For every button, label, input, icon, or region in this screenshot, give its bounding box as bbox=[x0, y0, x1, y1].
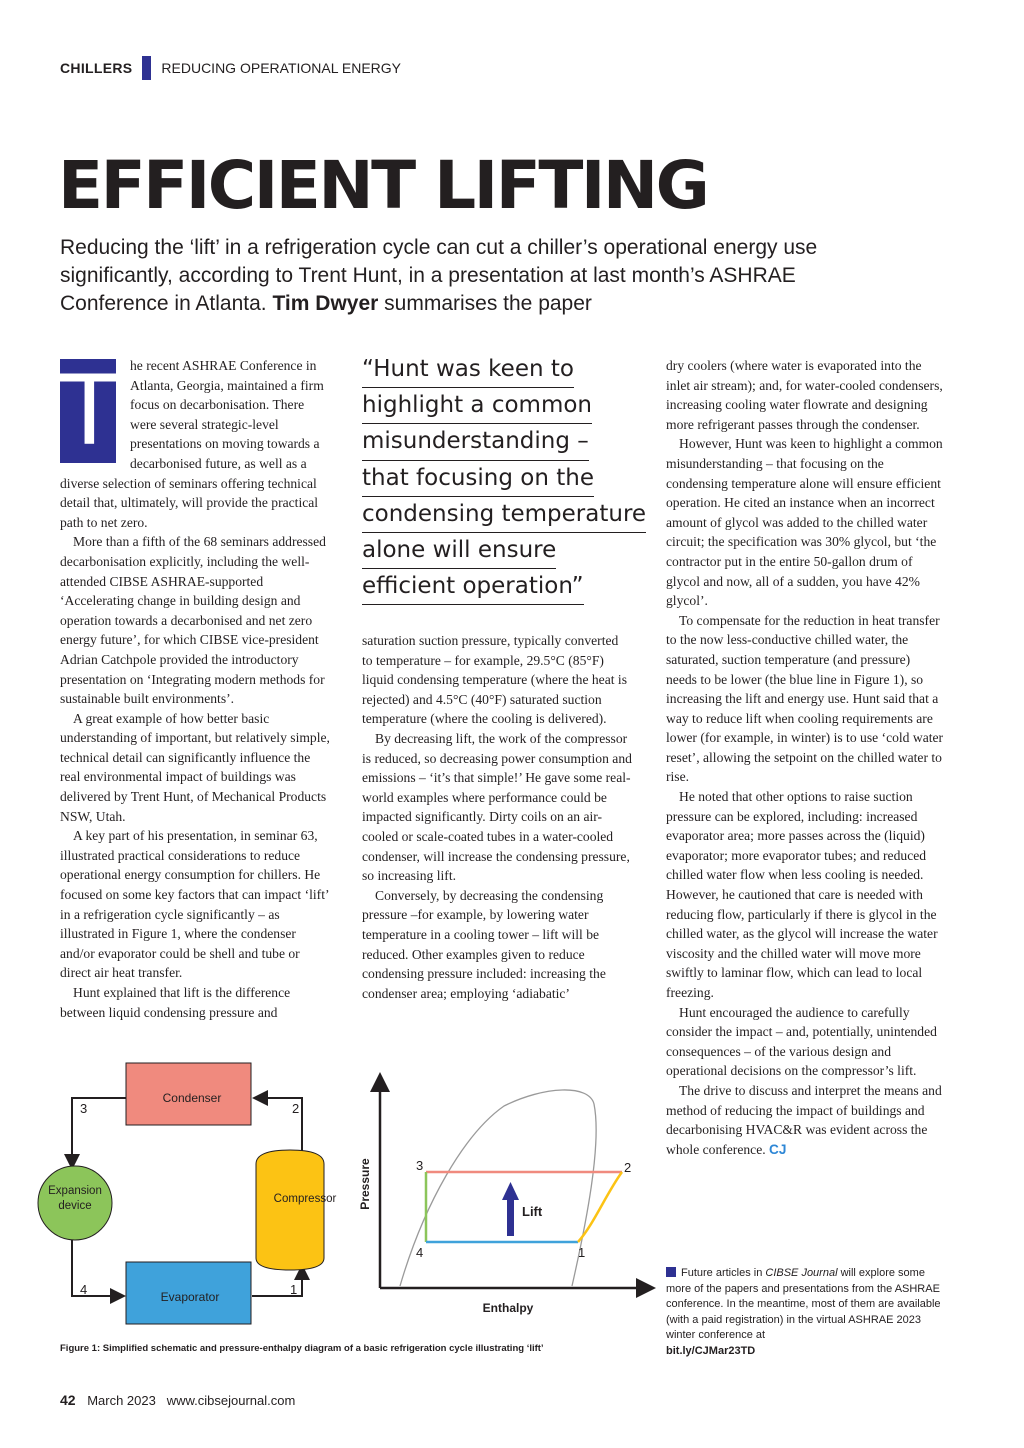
pull-quote-line: highlight a common bbox=[362, 388, 592, 424]
paragraph: dry coolers (where water is evaporated into the inlet air stream); and, for water-cooled condensers, increasing cooling water flowrate and designing more refrigerant passes through the condenser. bbox=[666, 358, 943, 432]
section-divider bbox=[142, 56, 151, 80]
author-name: Tim Dwyer bbox=[272, 292, 379, 315]
paragraph: A key part of his presentation, in seminar 63, illustrated practical considerations to reduce operational energy consumption for chillers. He focused on some key factors that can impact ‘lift’ in a refrigeration cycle significantly – as illustrated in Figure 1, where the condenser and/or evaporator could be shell and tube or direct air heat transfer. bbox=[60, 828, 329, 981]
pull-quote-line: that focusing on the bbox=[362, 461, 594, 497]
expansion-label-1: Expansion bbox=[48, 1185, 102, 1197]
paragraph: he recent ASHRAE Conference in Atlanta, Georgia, maintained a firm focus on decarbonisation. There were several strategic-level presentations on moving towards a decarbonised future, as well as a diverse selection of seminars offering technical detail that, ultimately, will provide the practical path to net zero. bbox=[60, 358, 324, 530]
footnote-marker-icon bbox=[666, 1267, 676, 1277]
footnote-pre: Future articles in bbox=[681, 1267, 766, 1279]
standfirst-suffix: summarises the paper bbox=[384, 292, 592, 315]
issue-date: March 2023 bbox=[87, 1393, 156, 1408]
page-number: 42 bbox=[60, 1392, 76, 1408]
refrigeration-schematic bbox=[48, 1062, 337, 1334]
column-2 bbox=[362, 631, 632, 1003]
y-axis-label: Pressure bbox=[358, 1158, 372, 1210]
paragraph: Hunt encouraged the audience to carefully consider the impact – and, potentially, unintended consequences – of the various design and operational decisions on the compressor’s lift. bbox=[666, 1004, 937, 1079]
point-label-1: 1 bbox=[290, 1282, 298, 1297]
standfirst bbox=[60, 234, 860, 318]
drop-cap: T bbox=[60, 355, 119, 467]
pull-quote-line: misunderstanding – bbox=[362, 424, 589, 460]
point-label-3: 3 bbox=[80, 1101, 88, 1116]
evaporator-label: Evaporator bbox=[160, 1290, 220, 1304]
point-label-2: 2 bbox=[292, 1101, 300, 1116]
paragraph: Conversely, by decreasing the condensing pressure –for example, by lowering water temperature in a cooling tower – lift will be reduced. Other examples given to reduce condensing pressure included: increasing the condenser area; employing ‘adiabatic’ bbox=[362, 887, 606, 1001]
paragraph: However, Hunt was keen to highlight a common misunderstanding – that focusing on the condensing temperature alone will ensure efficient operation. He cited an instance when an incorrect amount of glycol was added to the chilled water circuit; the specification was 30% glycol, but ‘the contractor put in the entire 50-gallon drum of glycol and now, all of a sudden, you have 42% glycol’. bbox=[666, 436, 943, 609]
paragraph: saturation suction pressure, typically converted to temperature – for example, 29.5°C (85°F) liquid condensing temperature (where the heat is rejected) and 4.5°C (40°F) saturated suction temperature (where the cooling is delivered). bbox=[362, 633, 627, 727]
paragraph: Hunt explained that lift is the difference between liquid condensing pressure and bbox=[60, 985, 291, 1020]
journal-url[interactable]: www.cibsejournal.com bbox=[166, 1393, 296, 1408]
standfirst-text: Reducing the ‘lift’ in a refrigeration cycle can cut a chiller’s operational energy use significantly, according to Trent Hunt, in a presentation at last month’s ASHRAE Conference in Atlanta. bbox=[60, 236, 818, 315]
end-mark: CJ bbox=[769, 1141, 787, 1157]
paragraph bbox=[666, 1081, 944, 1159]
footnote-link[interactable]: bit.ly/CJMar23TD bbox=[666, 1344, 756, 1357]
footnote-post: will explore some more of the papers and presentations from the ASHRAE conference. In the meantime, most of them are available (with a paid registration) in the virtual ASHRAE 2023 winter conference at bbox=[666, 1267, 941, 1341]
footnote bbox=[666, 1266, 946, 1359]
paragraph: More than a fifth of the 68 seminars addressed decarbonisation explicitly, including the well-attended CIBSE ASHRAE-supported ‘Accelerating change in building design and operation towards a decarbonised and net zero energy future’, for which CIBSE vice-president Adrian Catchpole provided the introductory presentation on ‘Integrating modern methods for sustainable built environments’. bbox=[60, 534, 326, 707]
lift-label: Lift bbox=[522, 1204, 543, 1219]
pull-quote-line: “Hunt was keen to bbox=[362, 352, 574, 388]
lift-arrow-shaft bbox=[507, 1198, 514, 1236]
pull-quote-line: condensing temperature bbox=[362, 497, 646, 533]
lift-arrow-icon bbox=[502, 1182, 519, 1200]
condenser-label: Condenser bbox=[162, 1091, 222, 1105]
compressor-shape bbox=[256, 1150, 324, 1270]
page-title: EFFICIENT LIFTING bbox=[58, 147, 708, 224]
paragraph: He noted that other options to raise suction pressure can be explored, including: increased evaporator area; more passes across the (liquid) evaporator; more evaporator tubes; and reduced chilled water flow when less cooling is needed. However, he cautioned that care is needed with reducing flow, particularly if there is glycol in the chilled water, as the glycol will increase the water viscosity and the chilled water will move more swiftly to laminar flow, which can lead to local freezing. bbox=[666, 789, 938, 1000]
section-label: CHILLERS bbox=[60, 60, 133, 76]
pressure-enthalpy-diagram bbox=[354, 1074, 654, 1324]
paragraph: By decreasing lift, the work of the compressor is reduced, so decreasing power consumption and emissions – ‘it’s that simple!’ He gave some real-world examples where performance could be impacted significantly. Dirty coils on an air-cooled or scale-coated tubes in a water-cooled condenser, will increase the condensing pressure, so increasing lift. bbox=[362, 730, 632, 884]
ph-point-1: 1 bbox=[578, 1245, 586, 1260]
saturation-dome bbox=[400, 1090, 596, 1286]
ph-point-2: 2 bbox=[624, 1160, 632, 1175]
paragraph-text: The drive to discuss and interpret the means and method of reducing the impact of buildings and decarbonising HVAC&R was evident across the whole conference. bbox=[666, 1082, 942, 1157]
paragraph: A great example of how better basic understanding of important, but relatively simple, technical detail can significantly influence the real environmental impact of buildings was delivered by Trent Hunt, of Mechanical Products NSW, Utah. bbox=[60, 710, 330, 824]
x-axis-label: Enthalpy bbox=[482, 1301, 534, 1315]
pull-quote bbox=[362, 352, 647, 605]
column-3 bbox=[666, 356, 944, 1159]
ph-point-3: 3 bbox=[416, 1158, 424, 1173]
section-header bbox=[60, 56, 401, 80]
point-label-4: 4 bbox=[80, 1282, 88, 1297]
subsection-label: REDUCING OPERATIONAL ENERGY bbox=[161, 60, 401, 76]
figure-caption: Figure 1: Simplified schematic and pressure-enthalpy diagram of a basic refrigeration cycle illustrating ‘lift’ bbox=[60, 1343, 544, 1354]
journal-name: CIBSE Journal bbox=[765, 1267, 838, 1279]
paragraph: To compensate for the reduction in heat transfer to the now less-conductive chilled water, the saturated, suction temperature (and pressure) needs to be lower (the blue line in Figure 1), so increasing the lift and energy use. Hunt said that a way to reduce lift when cooling requirements are lower (for example, in winter) is to use ‘cold water reset’, allowing the setpoint on the chilled water to rise. bbox=[666, 612, 944, 785]
column-1 bbox=[60, 356, 332, 1022]
expansion-label-2: device bbox=[58, 1200, 92, 1212]
compression-line bbox=[578, 1172, 622, 1242]
pull-quote-line: efficient operation” bbox=[362, 569, 584, 605]
page-footer bbox=[60, 1392, 295, 1408]
pull-quote-line: alone will ensure bbox=[362, 533, 556, 569]
compressor-label: Compressor bbox=[273, 1193, 337, 1205]
ph-point-4: 4 bbox=[416, 1245, 424, 1260]
